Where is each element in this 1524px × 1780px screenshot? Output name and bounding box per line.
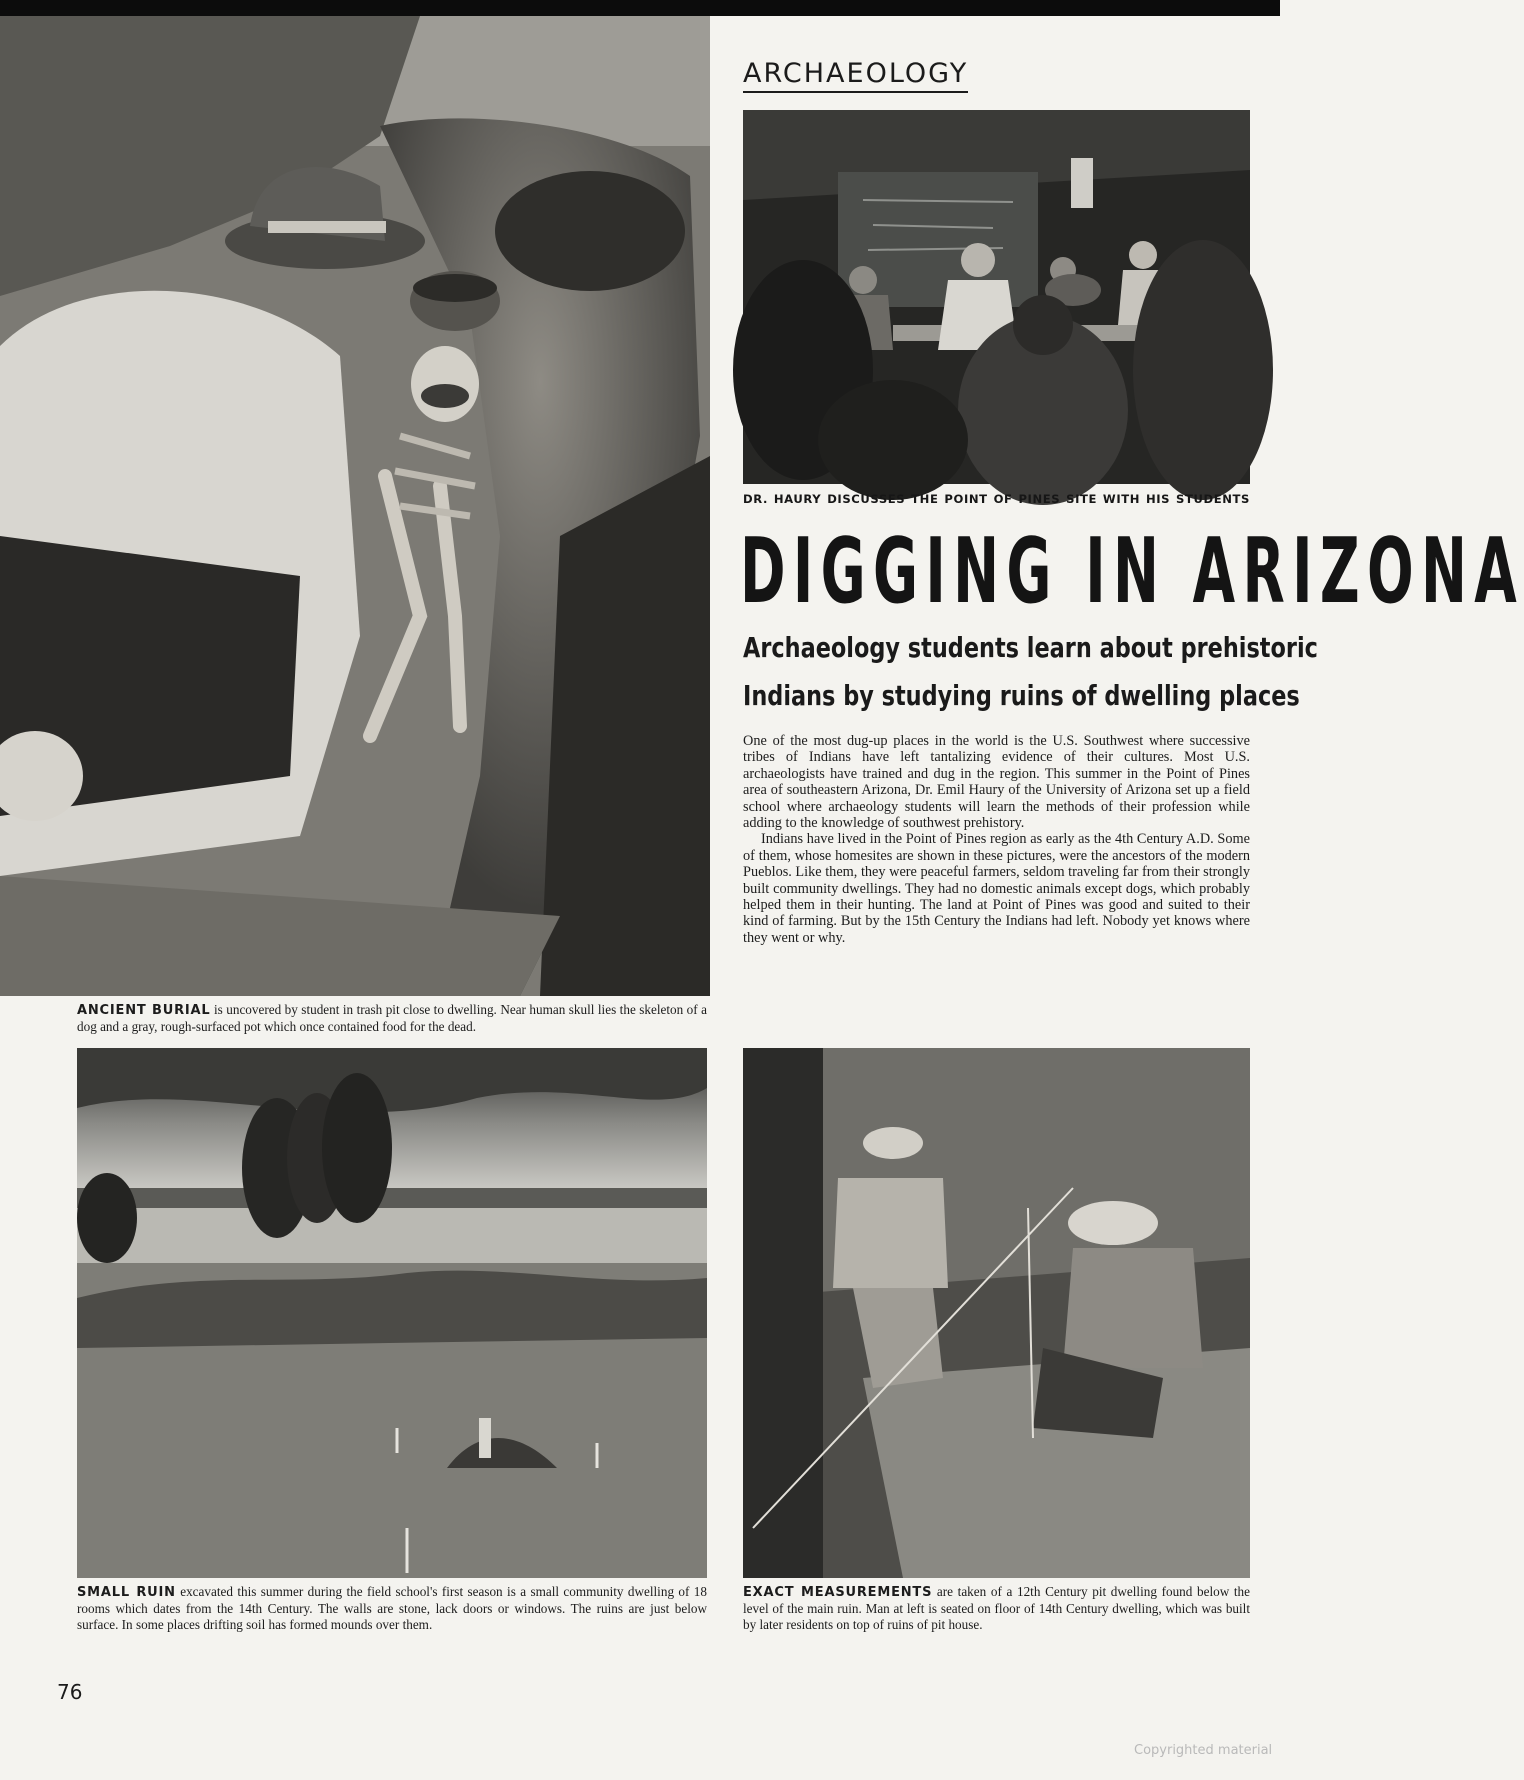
caption-text: excavated this summer during the field school's first season is a small community dwelling of 18 rooms which dates from the 14th Century. The walls are stone, lack doors or windows. The ruins are just below surface. In some places drifting soil has formed mounds over them. xyxy=(77,1584,707,1632)
caption-lead: ANCIENT BURIAL xyxy=(77,1003,211,1018)
headline: DIGGING IN ARIZONA xyxy=(740,519,1524,624)
article-body xyxy=(743,733,1250,946)
copyright-watermark: Copyrighted material xyxy=(1134,1743,1273,1758)
caption-lead: SMALL RUIN xyxy=(77,1585,176,1600)
caption-ancient-burial xyxy=(77,1002,707,1035)
photo-exact-measurements xyxy=(743,1048,1250,1578)
photo-small-ruin xyxy=(77,1048,707,1578)
caption-small-ruin xyxy=(77,1584,707,1633)
headline-container xyxy=(740,519,1524,624)
article-paragraph-2: Indians have lived in the Point of Pines region as early as the 4th Century A.D. Some of them, whose homesites are shown in these pictures, were the ancestors of the modern Pueblos. Like them, they were peaceful farmers, seldom traveling far from their strongly built community dwellings. They had no domestic animals except dogs, which probably helped them in their hunting. The land at Point of Pines was good and suited to their kind of farming. But by the 15th Century the Indians had left. Nobody yet knows where they went or why. xyxy=(743,831,1250,946)
caption-exact-measurements xyxy=(743,1584,1250,1633)
subheadline-line-1: Archaeology students learn about prehistoric xyxy=(743,631,1318,664)
photo-ancient-burial xyxy=(0,16,710,996)
photo-haury-students xyxy=(743,110,1250,484)
subheadline xyxy=(743,624,1318,720)
article-paragraph-1: One of the most dug-up places in the world is the U.S. Southwest where successive tribes of Indians have left tantalizing evidence of their cultures. Most U.S. archaeologists have trained and dug in the region. This summer in the Point of Pines area of southeastern Arizona, Dr. Emil Haury of the University of Arizona set up a field school where archaeology students will learn the methods of their profession while adding to the knowledge of southwest prehistory. xyxy=(743,733,1250,832)
caption-text: is uncovered by student in trash pit close to dwelling. Near human skull lies the skeleton of a dog and a gray, rough-surfaced pot which once contained food for the dead. xyxy=(77,1002,707,1034)
subheadline-line-2: Indians by studying ruins of dwelling places xyxy=(743,679,1300,712)
caption-lead: EXACT MEASUREMENTS xyxy=(743,1585,933,1600)
page-number: 76 xyxy=(57,1680,83,1704)
caption-text: are taken of a 12th Century pit dwelling found below the level of the main ruin. Man at left is seated on floor of 14th Century dwelling, which was built by later residents on top of ruins of pit house. xyxy=(743,1584,1250,1632)
section-label: ARCHAEOLOGY xyxy=(743,58,968,93)
photo-caption-haury: DR. HAURY DISCUSSES THE POINT OF PINES SITE WITH HIS STUDENTS xyxy=(743,492,1250,506)
top-edge-bar xyxy=(0,0,1280,16)
